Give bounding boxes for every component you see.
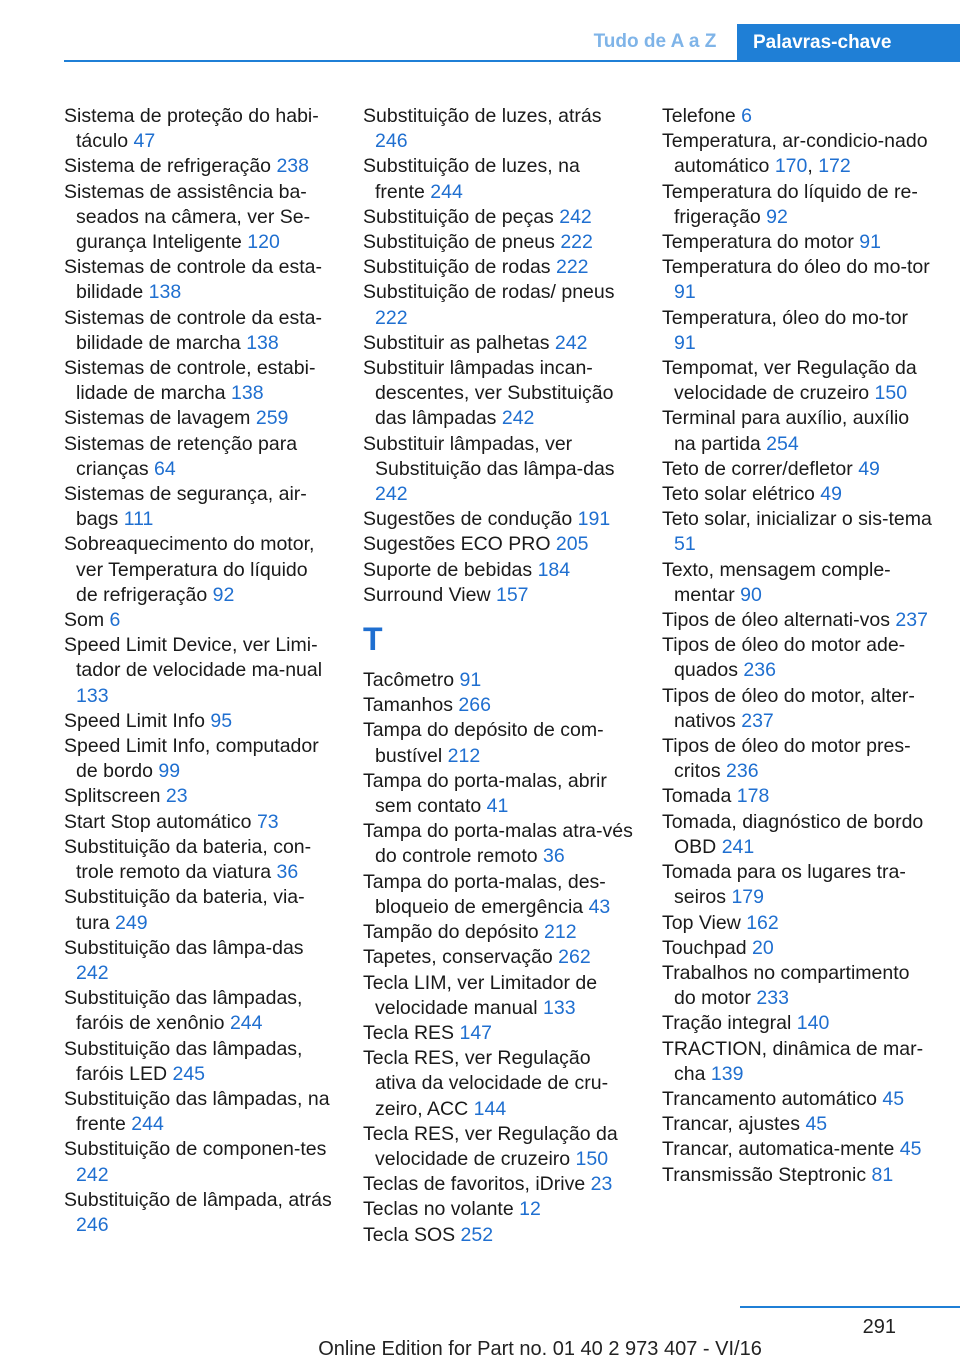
header-tab-tudo-de-a-a-z[interactable]: Tudo de A a Z [593, 31, 717, 52]
index-column-1 [64, 104, 334, 1238]
page-link[interactable]: 91 [459, 669, 482, 692]
index-entry: Temperatura, ar-condicio-nado automático 170, 172 [662, 130, 928, 178]
index-entry-term: Tampa do porta-malas, abrir sem contato [363, 769, 607, 818]
index-entry [363, 356, 633, 432]
page-link[interactable]: 242 [559, 205, 592, 228]
index-entry-term: Trancar, automatica-mente [662, 1138, 895, 1161]
page-link[interactable]: 95 [210, 709, 233, 732]
page-link[interactable]: 47 [133, 130, 156, 153]
index-entry [363, 583, 633, 608]
index-entry [363, 532, 633, 557]
index-entry-term: Speed Limit Device, ver Limi-tador de velocidade ma-nual [64, 634, 323, 682]
index-entry-term: Teto solar elétrico [662, 483, 815, 506]
index-entry-term: Teclas de favoritos, iDrive [363, 1173, 586, 1196]
index-entry [363, 1172, 633, 1197]
index-entry [363, 769, 633, 819]
index-entry [363, 1223, 633, 1248]
index-entry-term: Substituir as palhetas [363, 331, 550, 354]
page-link[interactable]: 252 [460, 1223, 494, 1246]
page-link[interactable]: 6 [741, 105, 753, 127]
index-entry-term: Sistema de proteção do habi-táculo [64, 105, 319, 153]
index-entry-term: Tipos de óleo do motor ade-quados [662, 634, 906, 682]
index-entry [662, 255, 932, 305]
index-entry-term: Substituição da bateria, via-tura [64, 886, 305, 934]
index-entry [662, 1112, 932, 1137]
index-entry-term: Tacômetro [363, 669, 455, 692]
index-entry-term: Substituição de luzes, atrás [363, 105, 602, 127]
index-entry-term: Tração integral [662, 1012, 792, 1035]
page-link[interactable]: 45 [882, 1087, 905, 1110]
index-entry-term: Tecla RES, ver Regulação ativa da velocidade de cru-zeiro, ACC [363, 1047, 609, 1120]
index-entry-term: Sugestões ECO PRO [363, 533, 551, 556]
page-link[interactable]: 91 [674, 281, 696, 304]
index-entry-term: Splitscreen [64, 785, 161, 808]
page-link[interactable]: 139 [710, 1062, 744, 1085]
index-entry [662, 457, 932, 482]
index-entry [64, 482, 334, 532]
page-link[interactable]: 245 [172, 1062, 206, 1085]
index-entry-term: Trabalhos no compartimento do motor [662, 961, 910, 1010]
page-link[interactable]: 92 [212, 583, 235, 606]
index-entry [64, 885, 334, 935]
index-entry [662, 734, 932, 784]
page-link[interactable]: 92 [766, 205, 788, 228]
page-link[interactable]: 242 [76, 961, 109, 984]
index-entry-term: Substituição das lâmpa-das [64, 936, 304, 959]
index-entry [363, 507, 633, 532]
page-link[interactable]: 99 [158, 760, 181, 783]
index-entry-term: Temperatura do motor [662, 231, 854, 254]
index-entry-term: Tampão do depósito [363, 921, 539, 944]
index-entry [363, 1197, 633, 1222]
page-link[interactable]: 222 [375, 306, 408, 329]
index-entry [363, 971, 633, 1021]
page-link[interactable]: 262 [558, 946, 591, 969]
index-entry [64, 432, 334, 482]
page-link[interactable]: 133 [543, 996, 576, 1019]
index-entry [64, 356, 334, 406]
page-link[interactable]: 138 [231, 382, 264, 405]
page-link[interactable]: 254 [766, 432, 799, 455]
page-link[interactable]: 244 [131, 1113, 164, 1136]
index-entry [363, 1122, 633, 1172]
page-link[interactable]: 73 [256, 810, 279, 833]
index-entry [363, 558, 633, 583]
index-entry-term: Substituição de pneus [363, 231, 555, 254]
index-entry [64, 154, 334, 179]
index-entry-term: Sistemas de segurança, air-bags [64, 483, 307, 531]
index-entry-term: Sistemas de controle da esta-bilidade [64, 256, 322, 304]
index-entry [64, 1037, 334, 1087]
page-link[interactable]: 244 [229, 1012, 263, 1035]
index-entry [64, 986, 334, 1036]
page-link[interactable]: 242 [501, 407, 535, 430]
page-link[interactable]: 170 [774, 155, 808, 178]
index-column-2 [363, 104, 633, 1248]
page-link[interactable]: 172 [818, 155, 851, 178]
header-rule [64, 60, 960, 62]
index-entry-term: Substituição da bateria, con-trole remoto da viatura [64, 835, 312, 884]
index-entry [363, 693, 633, 718]
index-entry [363, 230, 633, 255]
page-link[interactable]: 222 [560, 231, 593, 254]
page-link[interactable]: 184 [537, 558, 571, 581]
page-link[interactable]: 49 [820, 483, 842, 506]
page-link[interactable]: 138 [148, 281, 182, 304]
index-entry [662, 784, 932, 809]
index-entry-term: Substituição de peças [363, 205, 554, 228]
index-column-3 [662, 104, 932, 1188]
index-entry-term: Tipos de óleo alternati-vos [662, 609, 890, 632]
index-entry-term: Substituição de luzes, na frente [363, 155, 580, 203]
index-entry [64, 633, 334, 709]
index-entry-term: Start Stop automático [64, 810, 252, 833]
page-link[interactable]: 237 [741, 709, 774, 732]
header-tab-palavras-chave[interactable]: Palavras-chave [737, 24, 960, 62]
index-entry-term: Texto, mensagem comple-mentar [662, 558, 891, 606]
page-link[interactable]: 246 [375, 130, 408, 153]
index-entry-term: Suporte de bebidas [363, 558, 533, 581]
page-link[interactable]: 236 [726, 760, 759, 783]
index-entry-term: Touchpad [662, 936, 747, 959]
page-link[interactable]: 244 [430, 180, 463, 203]
index-entry-term: Teclas no volante [363, 1198, 514, 1221]
page-link[interactable]: 242 [554, 331, 588, 354]
page-link[interactable]: 259 [255, 407, 289, 430]
page-link[interactable]: 91 [674, 331, 696, 354]
page-number: 291 [862, 1316, 896, 1338]
section-letter: T [363, 621, 383, 658]
index-entry [662, 1011, 932, 1036]
index-entry-term: Trancar, ajustes [662, 1113, 801, 1136]
page-link[interactable]: 150 [575, 1147, 609, 1170]
index-entry [662, 1087, 932, 1112]
index-entry-term: Sistemas de retenção para crianças [64, 432, 298, 480]
index-entry-term: Tecla LIM, ver Limitador de velocidade manual [363, 971, 598, 1019]
index-entry-term: Substituição de lâmpada, atrás [64, 1188, 332, 1211]
index-entry [363, 920, 633, 945]
index-entry-term: Sistemas de lavagem [64, 407, 251, 430]
index-entry-term: Speed Limit Info, computador de bordo [64, 735, 319, 783]
index-entry [662, 507, 932, 557]
page-link[interactable]: 12 [519, 1198, 541, 1221]
index-entry [662, 356, 932, 406]
index-entry [363, 280, 633, 330]
index-entry [363, 1021, 633, 1046]
index-entry [662, 180, 932, 230]
page-link[interactable]: 81 [871, 1163, 894, 1186]
page-link[interactable]: 90 [740, 583, 762, 606]
index-entry-term: Substituição de componen-tes [64, 1138, 327, 1161]
index-entry-term: Transmissão Steptronic [662, 1163, 867, 1186]
page-link[interactable]: 36 [276, 861, 299, 884]
index-entry-term: Temperatura do óleo do mo-tor [662, 256, 930, 279]
page-link[interactable]: 147 [459, 1021, 493, 1044]
index-entry [662, 810, 932, 860]
page-link[interactable]: 162 [746, 911, 779, 934]
page-link[interactable]: 6 [109, 609, 121, 632]
page-link[interactable]: 120 [247, 231, 280, 254]
index-entry [662, 1037, 932, 1087]
page-link[interactable]: 212 [544, 921, 577, 944]
index-entry [662, 911, 932, 936]
index-entry-term: Teto solar, inicializar o sis-tema [662, 508, 932, 531]
edition-footer: Online Edition for Part no. 01 40 2 973 407 - VI/16 [318, 1338, 762, 1360]
index-entry [662, 961, 932, 1011]
page-link[interactable]: 212 [447, 744, 481, 767]
page-link[interactable]: 45 [805, 1113, 828, 1136]
index-entry-term: Temperatura, ar-condicio-nado automático [662, 130, 928, 178]
index-entry-term: Substituição de rodas [363, 256, 551, 279]
index-entry-term: Substituição das lâmpadas, na frente [64, 1087, 330, 1136]
page-link[interactable]: 20 [752, 936, 774, 959]
index-entry-term: Sistema de refrigeração [64, 155, 272, 178]
index-entry-term: Substituir lâmpadas, ver Substituição das lâmpa-das [363, 432, 615, 480]
index-entry [64, 180, 334, 256]
index-entry [64, 734, 334, 784]
index-entry [662, 104, 932, 129]
index-entry [662, 936, 932, 961]
index-entry-term: Speed Limit Info [64, 709, 205, 732]
index-entry-term: Substituição das lâmpadas, faróis LED [64, 1037, 303, 1085]
index-entry [64, 835, 334, 885]
index-entry-term: Tapetes, conservação [363, 946, 553, 969]
index-entry [363, 432, 633, 508]
index-entry [662, 558, 932, 608]
index-entry [662, 608, 932, 633]
page-link[interactable]: 222 [555, 256, 589, 279]
page-link[interactable]: 179 [731, 886, 764, 909]
index-entry [363, 870, 633, 920]
page-link[interactable]: 191 [577, 508, 611, 531]
index-entry [64, 936, 334, 986]
index-entry-term: Substituição de rodas/ pneus [363, 281, 615, 304]
page-link[interactable]: 266 [458, 694, 491, 717]
page-link[interactable]: 242 [76, 1163, 109, 1186]
index-entry [363, 104, 633, 154]
page-link[interactable]: 157 [495, 583, 529, 606]
page-link[interactable]: 36 [543, 845, 565, 868]
index-entry [64, 784, 334, 809]
page-link[interactable]: 23 [165, 785, 188, 808]
index-entry-term: Tampa do porta-malas atra-vés do controle remoto [363, 820, 633, 868]
index-entry [64, 709, 334, 734]
page-link[interactable]: 49 [858, 457, 880, 480]
index-entry-term: Temperatura, óleo do mo-tor [662, 306, 909, 329]
page-link[interactable]: 64 [154, 457, 176, 480]
index-entry-term: Tomada, diagnóstico de bordo OBD [662, 810, 924, 858]
index-entry [662, 684, 932, 734]
index-entry-term: Tipos de óleo do motor pres-critos [662, 735, 911, 783]
page-link[interactable]: 144 [473, 1097, 507, 1120]
index-entry [363, 945, 633, 970]
index-entry-term: Terminal para auxílio, auxílio na partida [662, 407, 910, 455]
page-link[interactable]: 249 [115, 911, 148, 934]
page-link[interactable]: 41 [486, 795, 509, 818]
page-link[interactable]: 237 [895, 609, 928, 632]
page-link[interactable]: 111 [123, 508, 154, 531]
index-entry [662, 1163, 932, 1188]
index-entry-term: Tecla RES [363, 1021, 455, 1044]
index-entry [64, 810, 334, 835]
index-entry [363, 1046, 633, 1122]
index-entry [662, 406, 932, 456]
index-entry [64, 255, 334, 305]
index-entry-term: Tipos de óleo do motor, alter-nativos [662, 684, 915, 732]
index-entry-term: Tampa do porta-malas, des-bloqueio de emergência [363, 870, 606, 918]
index-entry-term: Substituição das lâmpadas, faróis de xenônio [64, 987, 303, 1035]
index-entry-term: Sobreaquecimento do motor, ver Temperatura do líquido de refrigeração [64, 533, 315, 606]
page-link[interactable]: 43 [588, 895, 611, 918]
page-link[interactable]: 236 [743, 659, 776, 682]
index-entry-term: Sistemas de controle, estabi-lidade de marcha [64, 357, 316, 405]
page-link[interactable]: 233 [756, 987, 789, 1010]
page-link[interactable]: 178 [736, 785, 770, 808]
index-entry-term: Teto de correr/defletor [662, 457, 853, 480]
index-entry [64, 104, 334, 154]
index-entry-term: Surround View [363, 583, 491, 606]
page-link[interactable]: 138 [246, 331, 279, 354]
page-link[interactable]: 91 [859, 231, 881, 254]
index-entry-term: Tempomat, ver Regulação da velocidade de cruzeiro [662, 357, 917, 405]
index-entry-term: Sugestões de condução [363, 508, 573, 531]
page-link[interactable]: 246 [76, 1213, 109, 1236]
page-link[interactable]: 238 [276, 155, 309, 178]
index-entry-term: Trancamento automático [662, 1087, 877, 1110]
index-entry [64, 1087, 334, 1137]
index-entry [64, 306, 334, 356]
page-link[interactable]: 205 [555, 533, 589, 556]
index-entry [363, 331, 633, 356]
page-link[interactable]: 133 [76, 684, 109, 707]
index-entry [662, 1137, 932, 1162]
index-entry [662, 633, 932, 683]
page-link[interactable]: 241 [721, 835, 755, 858]
index-entry [662, 230, 932, 255]
index-entry [64, 1137, 334, 1187]
index-entry-term: Top View [662, 911, 741, 934]
index-entry-term: Tampa do depósito de com-bustível [363, 719, 604, 767]
index-entry [363, 205, 633, 230]
index-entry [662, 482, 932, 507]
index-entry-term: Sistemas de assistência ba-seados na câmera, ver Se-gurança Inteligente [64, 180, 311, 254]
index-entry-term: Tomada para os lugares tra-seiros [662, 861, 906, 909]
footer-rule [740, 1306, 960, 1308]
index-entry-term: TRACTION, dinâmica de mar-cha [662, 1037, 924, 1085]
index-entry-term: Tomada [662, 785, 732, 808]
page-link[interactable]: 51 [674, 533, 696, 556]
index-entry [64, 1188, 334, 1238]
index-entry [363, 819, 633, 869]
index-entry-term: Tecla RES, ver Regulação da velocidade de cruzeiro [363, 1122, 618, 1170]
index-entry [363, 718, 633, 768]
page-link[interactable]: 242 [375, 483, 408, 506]
page-link[interactable]: 140 [796, 1012, 830, 1035]
index-entry-term: Sistemas de controle da esta-bilidade de marcha [64, 306, 322, 354]
index-entry-term: Tecla SOS [363, 1223, 456, 1246]
index-entry-term: Substituir lâmpadas incan-descentes, ver Substituição das lâmpadas [363, 357, 614, 430]
page-link[interactable]: 150 [874, 382, 908, 405]
index-entry-term: Temperatura do líquido de re-frigeração [662, 180, 918, 228]
index-entry [662, 306, 932, 356]
index-entry [363, 154, 633, 204]
index-entry [662, 860, 932, 910]
index-entry [64, 608, 334, 633]
index-entry [64, 532, 334, 608]
page-link[interactable]: 23 [590, 1173, 613, 1196]
index-entry [363, 255, 633, 280]
index-entry [64, 406, 334, 431]
index-entry-term: Telefone [662, 105, 736, 127]
page-link[interactable]: 45 [899, 1138, 922, 1161]
index-entry-term: Som [64, 609, 105, 632]
index-entry-term: Tamanhos [363, 694, 453, 717]
index-entry [363, 668, 633, 693]
